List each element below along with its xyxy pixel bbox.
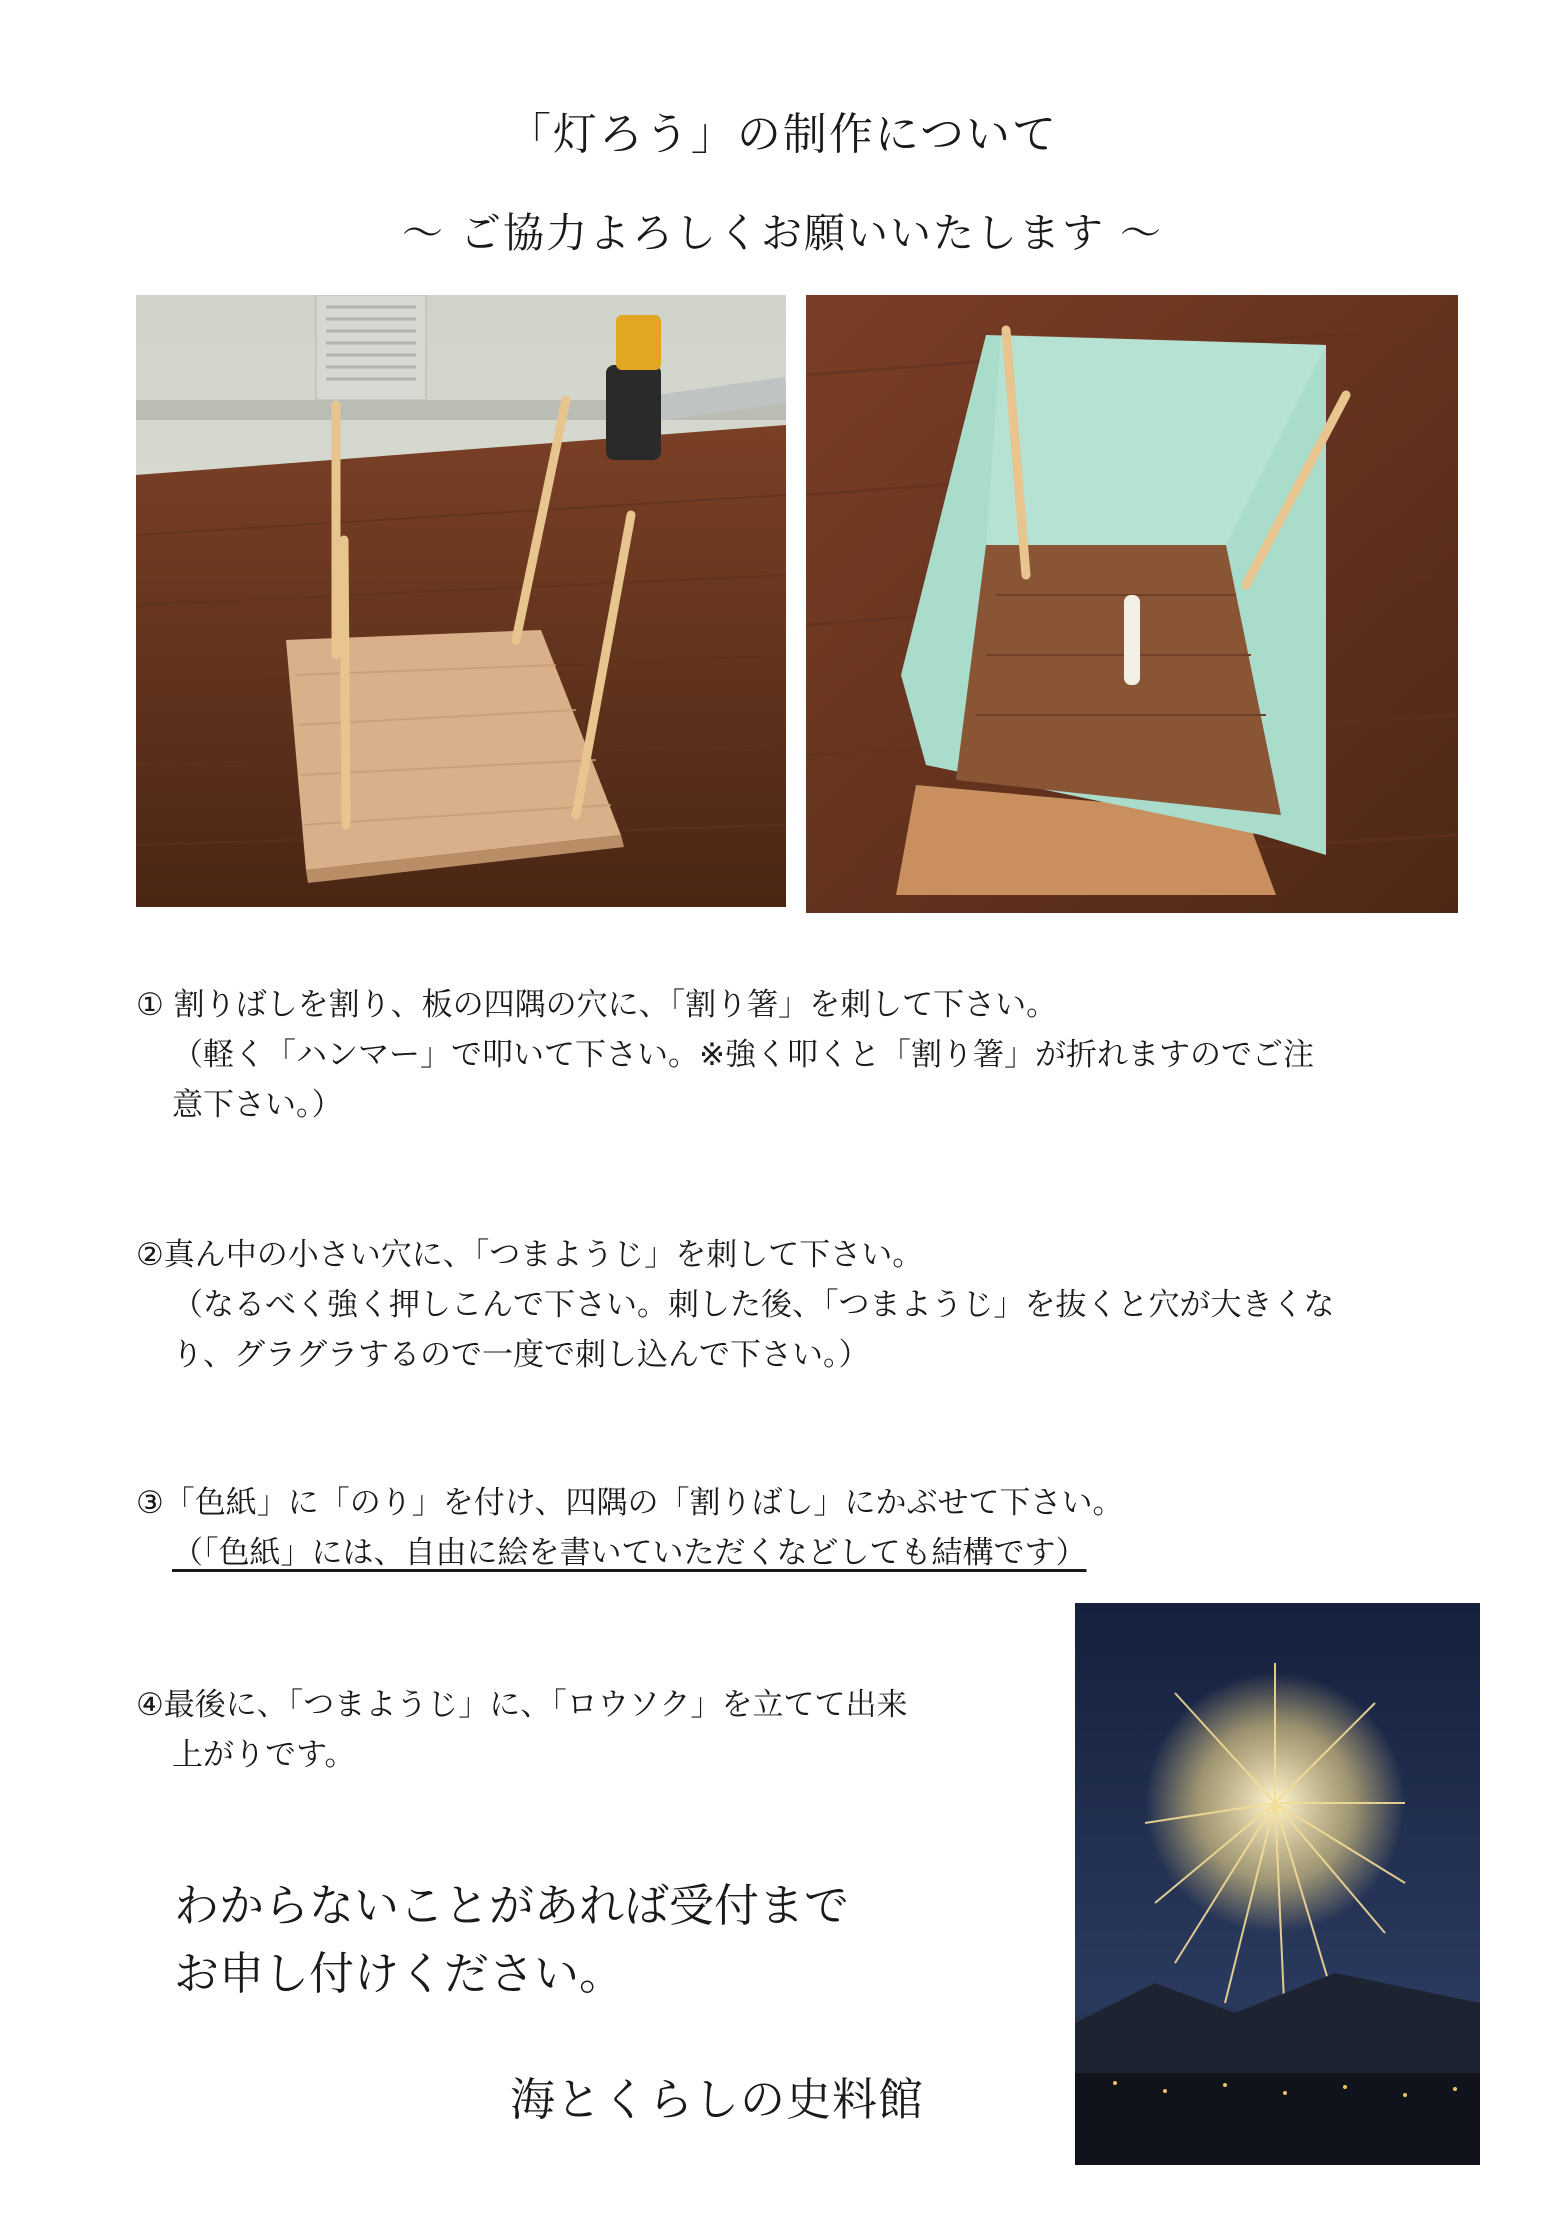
- photo-lantern-paper: [806, 295, 1458, 913]
- step-4-line-1: ④最後に、「つまようじ」に、「ロウソク」を立てて出来: [136, 1687, 908, 1723]
- step-2: [136, 1230, 1335, 1380]
- step-2-line-2: （なるべく強く押しこんで下さい。刺した後、「つまようじ」を抜くと穴が大きくな: [172, 1287, 1335, 1323]
- step-1: [136, 980, 1314, 1130]
- step-4: [136, 1680, 907, 1780]
- closing-line-1: わからないことがあれば受付まで: [174, 1879, 850, 1932]
- step-2-line-3: り、グラグラするので一度で刺し込んで下さい。）: [172, 1337, 870, 1373]
- closing-line-2: お申し付けください。: [174, 1947, 625, 2000]
- step-1-line-3: 意下さい。）: [172, 1087, 343, 1123]
- step-3-line-1: ③「色紙」に「のり」を付け、四隅の「割りばし」にかぶせて下さい。: [136, 1485, 1124, 1521]
- step-1-line-2: （軽く「ハンマー」で叩いて下さい。※強く叩くと「割り箸」が折れますのでご注: [172, 1037, 1314, 1073]
- closing-message: [174, 1872, 849, 2008]
- organization-name: 海とくらしの史料館: [510, 2073, 925, 2126]
- step-3: [136, 1478, 1124, 1578]
- step-3-line-2: （「色紙」には、自由に絵を書いていただくなどしても結構です）: [172, 1535, 1087, 1571]
- step-2-line-1: ②真ん中の小さい穴に、「つまようじ」を刺して下さい。: [136, 1237, 924, 1273]
- step-4-line-2: 上がりです。: [172, 1737, 356, 1773]
- page-subtitle: ～ ご協力よろしくお願いいたします ～: [401, 209, 1164, 257]
- step-1-line-1: ① 割りばしを割り、板の四隅の穴に、「割り箸」を刺して下さい。: [136, 987, 1058, 1023]
- page-title: 「灯ろう」の制作について: [506, 109, 1059, 160]
- photo-board-chopsticks: [136, 295, 786, 907]
- photo-fireworks: [1075, 1603, 1480, 2165]
